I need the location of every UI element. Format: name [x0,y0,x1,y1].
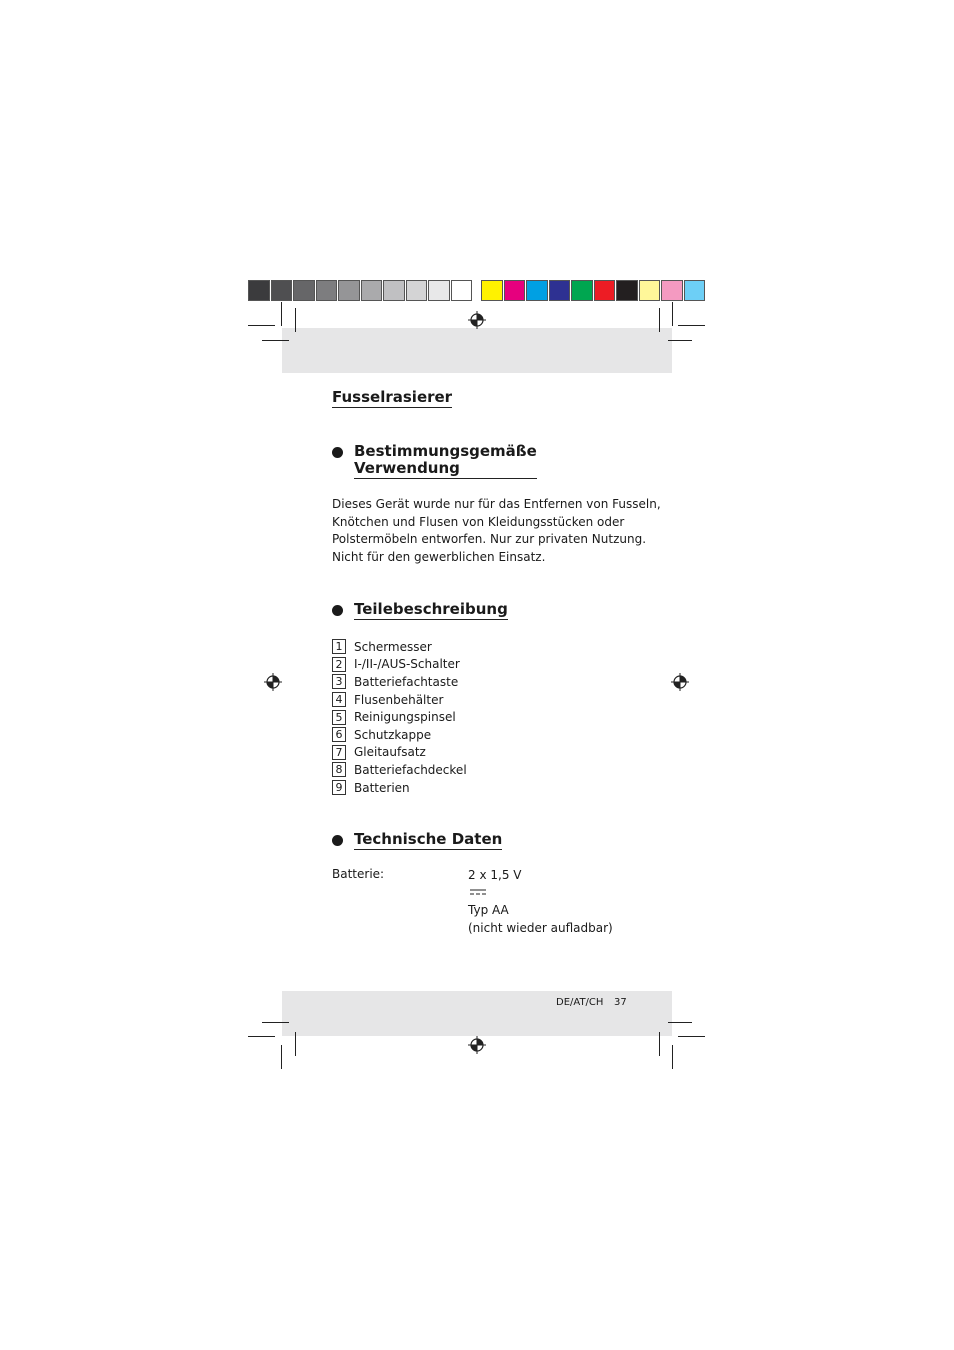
direct-current-icon [470,889,486,895]
registration-mark-icon [671,673,689,691]
crop-mark [262,1022,289,1023]
footer-locale: DE/AT/CH [556,997,604,1008]
part-label: Batteriefachdeckel [354,762,467,777]
crop-mark [248,325,275,326]
color-swatch [428,280,450,301]
crop-mark [672,1045,673,1069]
color-swatch [361,280,383,301]
part-number: 8 [332,762,346,777]
battery-label: Batterie: [332,867,385,881]
registration-mark-icon [264,673,282,691]
color-swatch [248,280,270,301]
list-item [332,691,467,709]
part-number: 3 [332,674,346,689]
crop-mark [295,1032,296,1056]
color-swatch [383,280,405,301]
page-number: 37 [614,997,627,1008]
color-swatch [571,280,593,301]
color-swatch [504,280,526,301]
bullet-icon [332,835,343,846]
battery-note: (nicht wieder aufladbar) [468,920,613,935]
section-heading: Bestimmungsgemäße Verwendung [354,442,537,477]
parts-list [332,638,467,796]
crop-mark [678,1036,705,1037]
list-item [332,744,467,762]
color-swatch [594,280,616,301]
color-swatch [316,280,338,301]
color-swatch [451,280,473,301]
color-swatch [481,280,503,301]
color-swatch [338,280,360,301]
crop-mark [281,302,282,326]
color-swatch [406,280,428,301]
section-heading: Teilebeschreibung [354,600,508,618]
registration-mark-icon [468,1036,486,1054]
color-swatch [639,280,661,301]
color-swatch [661,280,683,301]
list-item [332,779,467,797]
color-calibration-bar [481,280,706,302]
crop-mark [248,1036,275,1037]
part-number: 4 [332,692,346,707]
part-label: Schutzkappe [354,727,432,742]
crop-mark [295,308,296,332]
part-number: 7 [332,745,346,760]
color-swatch [549,280,571,301]
list-item [332,638,467,656]
registration-mark-icon [468,311,486,329]
crop-mark [659,308,660,332]
color-swatch [293,280,315,301]
usage-paragraph: Dieses Gerät wurde nur für das Entfernen von Fusseln, Knötchen und Flusen von Kleidungsstücken oder Polstermöbeln entworfen. Nur zur privaten Nutzung. Nicht für den gewerblichen Einsatz. [332,497,661,564]
crop-mark [659,1032,660,1056]
part-number: 9 [332,780,346,795]
crop-mark [668,340,692,341]
list-item [332,656,467,674]
section-heading: Technische Daten [354,830,503,848]
part-label: Gleitaufsatz [354,745,426,760]
bullet-icon [332,605,343,616]
color-swatch [616,280,638,301]
crop-mark [668,1022,692,1023]
part-label: Flusenbehälter [354,692,444,707]
crop-mark [672,302,673,326]
section-parts-heading [332,601,508,620]
list-item [332,726,467,744]
part-number: 6 [332,727,346,742]
part-label: Reinigungspinsel [354,710,456,725]
gray-calibration-bar [248,280,473,302]
list-item [332,708,467,726]
header-band [282,328,672,373]
crop-mark [262,340,289,341]
color-swatch [684,280,706,301]
part-label: Batteriefachtaste [354,674,459,689]
color-swatch [271,280,293,301]
list-item [332,761,467,779]
crop-mark [678,325,705,326]
battery-value: 2 x 1,5 V Typ AA (nicht wieder aufladbar) [468,867,613,937]
color-swatch [526,280,548,301]
part-label: Batterien [354,780,410,795]
part-label: I-/II-/AUS-Schalter [354,657,460,672]
part-number: 5 [332,710,346,725]
section-technical-heading [332,831,502,850]
section-usage-heading [332,443,537,479]
list-item [332,673,467,691]
crop-mark [281,1045,282,1069]
part-number: 1 [332,639,346,654]
document-title: Fusselrasierer [332,388,453,406]
bullet-icon [332,447,343,458]
part-number: 2 [332,657,346,672]
part-label: Schermesser [354,639,432,654]
